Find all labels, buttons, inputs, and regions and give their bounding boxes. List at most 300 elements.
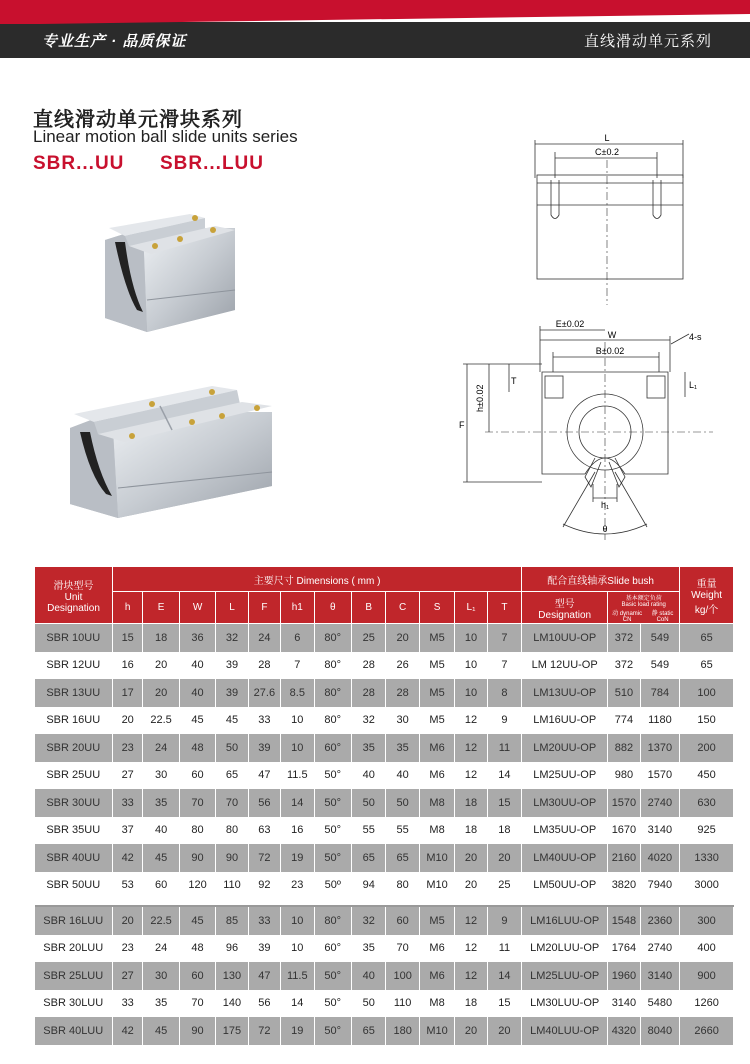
table-cell: 18 <box>143 624 179 652</box>
cell-unit-designation: SBR 13UU <box>35 679 113 707</box>
table-cell: M8 <box>419 990 454 1018</box>
table-cell: M8 <box>419 789 454 817</box>
cell-unit-designation: SBR 40LUU <box>35 1017 113 1045</box>
dim-E: E±0.02 <box>555 319 585 329</box>
table-cell: 40 <box>351 762 385 790</box>
table-cell: 65 <box>351 1017 385 1045</box>
table-cell: 56 <box>248 789 280 817</box>
col-L1: L₁ <box>455 592 487 624</box>
table-cell: 11.5 <box>281 762 314 790</box>
table-cell: 175 <box>216 1017 248 1045</box>
table-cell: 40 <box>386 762 419 790</box>
table-cell: 50° <box>314 817 351 845</box>
col-h1: h1 <box>281 592 314 624</box>
table-body-luu <box>35 899 734 1045</box>
table-cell: 35 <box>386 734 419 762</box>
table-cell: 900 <box>680 962 734 990</box>
header-banner <box>0 0 750 58</box>
table-cell: 40 <box>179 652 215 680</box>
table-cell: 60° <box>314 935 351 963</box>
table-cell: 90 <box>179 844 215 872</box>
table-cell: 22.5 <box>143 707 179 735</box>
table-cell: 85 <box>216 906 248 935</box>
dim-L1: L₁ <box>689 380 698 390</box>
table-cell: 28 <box>386 679 419 707</box>
table-cell: 140 <box>216 990 248 1018</box>
table-cell: 33 <box>113 789 143 817</box>
table-cell: M5 <box>419 707 454 735</box>
table-cell: 94 <box>351 872 385 900</box>
table-row <box>35 789 734 817</box>
product-title-cn: 直线滑动单元滑块系列 <box>33 109 243 131</box>
header-weight-cn: 重量 <box>696 578 717 590</box>
table-cell: LM40UU-OP <box>522 844 608 872</box>
table-cell: 37 <box>113 817 143 845</box>
table-cell: 30 <box>143 962 179 990</box>
table-cell: 549 <box>640 624 680 652</box>
header-unit-en2: Designation <box>47 602 100 614</box>
table-cell: 1180 <box>640 707 680 735</box>
table-cell: 20 <box>143 679 179 707</box>
table-cell: 630 <box>680 789 734 817</box>
table-cell: 80° <box>314 679 351 707</box>
col-unit-designation <box>35 567 113 624</box>
table-cell: 1570 <box>608 789 640 817</box>
table-cell: 110 <box>386 990 419 1018</box>
header-dimensions: 主要尺寸 Dimensions ( mm ) <box>113 567 522 592</box>
table-cell: 47 <box>248 762 280 790</box>
dim-W: W <box>607 330 617 340</box>
table-cell: 1548 <box>608 906 640 935</box>
table-cell: 20 <box>113 906 143 935</box>
table-cell: 14 <box>487 762 521 790</box>
dim-theta: θ <box>602 524 608 534</box>
table-cell: 32 <box>351 707 385 735</box>
dim-S: 4-s <box>689 332 702 342</box>
table-cell: 400 <box>680 935 734 963</box>
table-cell: 510 <box>608 679 640 707</box>
cell-unit-designation: SBR 12UU <box>35 652 113 680</box>
table-cell: M10 <box>419 844 454 872</box>
table-cell: 90 <box>179 1017 215 1045</box>
table-cell: 7 <box>487 624 521 652</box>
table-cell: 70 <box>216 789 248 817</box>
cell-unit-designation: SBR 30LUU <box>35 990 113 1018</box>
table-cell: 35 <box>143 789 179 817</box>
dim-C: C±0.2 <box>595 147 619 157</box>
cell-unit-designation: SBR 16LUU <box>35 906 113 935</box>
table-cell: 372 <box>608 624 640 652</box>
table-cell: 100 <box>680 679 734 707</box>
table-cell: 23 <box>113 935 143 963</box>
table-cell: LM16UU-OP <box>522 707 608 735</box>
table-cell: 30 <box>386 707 419 735</box>
table-cell: 80 <box>386 872 419 900</box>
table-cell: 65 <box>386 844 419 872</box>
table-cell: 24 <box>143 935 179 963</box>
table-cell: 12 <box>455 707 487 735</box>
table-cell: 33 <box>248 707 280 735</box>
table-cell: 25 <box>487 872 521 900</box>
table-cell: 200 <box>680 734 734 762</box>
table-cell: 10 <box>281 935 314 963</box>
table-cell: 50 <box>351 990 385 1018</box>
table-cell: 12 <box>455 734 487 762</box>
table-cell: 10 <box>455 652 487 680</box>
dim-T: T <box>511 376 517 386</box>
table-cell: 3000 <box>680 872 734 900</box>
table-cell: M5 <box>419 906 454 935</box>
model-series-uu: SBR...UU <box>33 153 125 174</box>
header-model-cn: 型号 <box>554 598 575 610</box>
table-cell: 10 <box>281 707 314 735</box>
cell-unit-designation: SBR 25UU <box>35 762 113 790</box>
table-cell: M6 <box>419 962 454 990</box>
table-cell: 80 <box>179 817 215 845</box>
table-cell: 980 <box>608 762 640 790</box>
col-C: C <box>386 592 419 624</box>
dim-h1: h₁ <box>600 500 610 510</box>
table-cell: LM40LUU-OP <box>522 1017 608 1045</box>
table-cell: 55 <box>351 817 385 845</box>
table-cell: M5 <box>419 652 454 680</box>
table-cell: 20 <box>455 1017 487 1045</box>
table-cell: 20 <box>113 707 143 735</box>
table-cell: 4020 <box>640 844 680 872</box>
table-separator <box>35 899 734 906</box>
table-cell: 12 <box>455 962 487 990</box>
table-cell: 5480 <box>640 990 680 1018</box>
table-cell: 774 <box>608 707 640 735</box>
table-cell: LM25LUU-OP <box>522 962 608 990</box>
cell-unit-designation: SBR 16UU <box>35 707 113 735</box>
table-cell: 30 <box>143 762 179 790</box>
table-cell: 53 <box>113 872 143 900</box>
table-cell: 60 <box>386 906 419 935</box>
table-cell: 60 <box>179 762 215 790</box>
table-cell: 1330 <box>680 844 734 872</box>
table-row <box>35 679 734 707</box>
table-cell: 40 <box>351 962 385 990</box>
table-cell: 60 <box>143 872 179 900</box>
cell-unit-designation: SBR 25LUU <box>35 962 113 990</box>
table-cell: 25 <box>351 624 385 652</box>
table-cell: 19 <box>281 1017 314 1045</box>
table-cell: 8 <box>487 679 521 707</box>
col-W: W <box>179 592 215 624</box>
table-cell: 40 <box>143 817 179 845</box>
table-cell: 47 <box>248 962 280 990</box>
table-cell: 24 <box>143 734 179 762</box>
table-cell: M10 <box>419 1017 454 1045</box>
table-cell: LM20UU-OP <box>522 734 608 762</box>
table-cell: 35 <box>351 734 385 762</box>
table-cell: 8.5 <box>281 679 314 707</box>
table-cell: 10 <box>455 624 487 652</box>
table-row <box>35 652 734 680</box>
table-body-uu <box>35 624 734 900</box>
table-cell: 2660 <box>680 1017 734 1045</box>
table-cell: 80° <box>314 707 351 735</box>
table-cell: 65 <box>216 762 248 790</box>
table-cell: 42 <box>113 1017 143 1045</box>
table-row <box>35 962 734 990</box>
table-cell: 20 <box>487 1017 521 1045</box>
header-unit-en1: Unit <box>64 591 83 603</box>
table-cell: 20 <box>455 844 487 872</box>
cell-unit-designation: SBR 20LUU <box>35 935 113 963</box>
table-cell: 50° <box>314 962 351 990</box>
table-cell: 3820 <box>608 872 640 900</box>
table-cell: 2740 <box>640 789 680 817</box>
table-cell: 65 <box>680 652 734 680</box>
table-row <box>35 1017 734 1045</box>
table-cell: 45 <box>143 1017 179 1045</box>
table-cell: 8040 <box>640 1017 680 1045</box>
table-cell: M10 <box>419 872 454 900</box>
table-cell: 14 <box>281 990 314 1018</box>
table-cell: 180 <box>386 1017 419 1045</box>
col-F: F <box>248 592 280 624</box>
table-cell: LM25UU-OP <box>522 762 608 790</box>
table-cell: M5 <box>419 624 454 652</box>
table-cell: 12 <box>455 935 487 963</box>
table-cell: 35 <box>351 935 385 963</box>
table-cell: 15 <box>487 789 521 817</box>
table-cell: 549 <box>640 652 680 680</box>
table-cell: 28 <box>351 679 385 707</box>
table-row <box>35 872 734 900</box>
table-cell: 80 <box>216 817 248 845</box>
table-cell: 50° <box>314 789 351 817</box>
header-dynamic: 动 dynamic CN <box>612 610 643 623</box>
table-cell: 1960 <box>608 962 640 990</box>
table-cell: 50 <box>216 734 248 762</box>
table-cell: 27 <box>113 962 143 990</box>
table-cell: 1260 <box>680 990 734 1018</box>
table-cell: 7 <box>281 652 314 680</box>
table-cell: 92 <box>248 872 280 900</box>
table-cell: 55 <box>386 817 419 845</box>
col-E: E <box>143 592 179 624</box>
table-cell: 18 <box>487 817 521 845</box>
table-cell: 40 <box>179 679 215 707</box>
table-cell: 11.5 <box>281 962 314 990</box>
table-row <box>35 624 734 652</box>
table-cell: 882 <box>608 734 640 762</box>
table-cell: 9 <box>487 906 521 935</box>
table-cell: 12 <box>455 762 487 790</box>
table-cell: 24 <box>248 624 280 652</box>
table-cell: 1570 <box>640 762 680 790</box>
table-cell: 80° <box>314 906 351 935</box>
table-cell: 18 <box>455 817 487 845</box>
table-cell: 300 <box>680 906 734 935</box>
table-cell: 10 <box>281 906 314 935</box>
table-cell: 450 <box>680 762 734 790</box>
table-cell: 65 <box>680 624 734 652</box>
table-row <box>35 734 734 762</box>
spec-table <box>34 566 734 1045</box>
table-row <box>35 707 734 735</box>
table-cell: 96 <box>216 935 248 963</box>
table-cell: 39 <box>216 679 248 707</box>
table-cell: M6 <box>419 762 454 790</box>
table-row <box>35 844 734 872</box>
table-cell: 12 <box>455 906 487 935</box>
table-cell: 1370 <box>640 734 680 762</box>
table-cell: 60 <box>179 962 215 990</box>
model-series-luu: SBR...LUU <box>160 153 264 174</box>
table-cell: 70 <box>179 789 215 817</box>
table-cell: 33 <box>248 906 280 935</box>
table-cell: 14 <box>487 962 521 990</box>
table-cell: 50º <box>314 872 351 900</box>
table-cell: 32 <box>216 624 248 652</box>
col-T: T <box>487 592 521 624</box>
table-cell: 3140 <box>608 990 640 1018</box>
table-cell: 20 <box>455 872 487 900</box>
table-cell: 26 <box>386 652 419 680</box>
header-weight-en2: kg/个 <box>694 604 719 616</box>
table-cell: M6 <box>419 935 454 963</box>
table-cell: 45 <box>179 707 215 735</box>
table-cell: 45 <box>216 707 248 735</box>
banner-red-stripe <box>0 0 750 14</box>
table-cell: M8 <box>419 817 454 845</box>
separator-cell <box>35 899 734 906</box>
table-cell: 100 <box>386 962 419 990</box>
table-cell: 7940 <box>640 872 680 900</box>
table-cell: 1764 <box>608 935 640 963</box>
table-cell: 65 <box>351 844 385 872</box>
table-cell: 22.5 <box>143 906 179 935</box>
table-cell: 16 <box>281 817 314 845</box>
table-cell: 70 <box>386 935 419 963</box>
table-cell: 1670 <box>608 817 640 845</box>
table-cell: 50° <box>314 844 351 872</box>
cell-unit-designation: SBR 10UU <box>35 624 113 652</box>
table-cell: LM13UU-OP <box>522 679 608 707</box>
cell-unit-designation: SBR 35UU <box>35 817 113 845</box>
table-cell: 19 <box>281 844 314 872</box>
table-cell: LM50UU-OP <box>522 872 608 900</box>
table-row <box>35 762 734 790</box>
col-h: h <box>113 592 143 624</box>
col-B: B <box>351 592 385 624</box>
table-cell: 35 <box>143 990 179 1018</box>
banner-series-title: 直线滑动单元系列 <box>583 33 712 50</box>
table-cell: 130 <box>216 962 248 990</box>
table-cell: 17 <box>113 679 143 707</box>
dim-F: F <box>459 420 465 430</box>
table-cell: 63 <box>248 817 280 845</box>
col-bush-designation <box>522 592 608 624</box>
header-load-cn: 基本额定负荷 <box>625 595 662 602</box>
table-cell: LM35UU-OP <box>522 817 608 845</box>
table-cell: 23 <box>113 734 143 762</box>
dim-L: L <box>604 133 610 143</box>
cell-unit-designation: SBR 50UU <box>35 872 113 900</box>
header-weight-en1: Weight <box>691 589 723 601</box>
table-cell: 11 <box>487 935 521 963</box>
table-cell: 72 <box>248 1017 280 1045</box>
table-cell: 60° <box>314 734 351 762</box>
table-cell: 2160 <box>608 844 640 872</box>
table-cell: 11 <box>487 734 521 762</box>
table-cell: 18 <box>455 789 487 817</box>
col-weight <box>680 567 734 624</box>
table-cell: 33 <box>113 990 143 1018</box>
header-unit-cn: 滑块型号 <box>53 580 94 592</box>
table-cell: LM30UU-OP <box>522 789 608 817</box>
table-cell: 120 <box>179 872 215 900</box>
dim-B: B±0.02 <box>595 346 625 356</box>
banner-slogan: 专业生产 · 品质保证 <box>42 33 187 50</box>
table-cell: 39 <box>216 652 248 680</box>
header-model-en: Designation <box>538 609 592 621</box>
table-cell: 2360 <box>640 906 680 935</box>
table-row <box>35 990 734 1018</box>
table-cell: 20 <box>487 844 521 872</box>
table-cell: LM 12UU-OP <box>522 652 608 680</box>
drawing-top-view <box>525 130 705 310</box>
table-cell: 3140 <box>640 962 680 990</box>
table-cell: LM20LUU-OP <box>522 935 608 963</box>
table-cell: 45 <box>179 906 215 935</box>
table-cell: 45 <box>143 844 179 872</box>
header-static: 静 static CoN <box>651 610 674 623</box>
table-header <box>35 567 734 624</box>
table-cell: 925 <box>680 817 734 845</box>
table-cell: LM10UU-OP <box>522 624 608 652</box>
table-cell: 15 <box>487 990 521 1018</box>
table-cell: 36 <box>179 624 215 652</box>
table-cell: 39 <box>248 935 280 963</box>
product-title-en: Linear motion ball slide units series <box>33 127 298 146</box>
table-cell: 7 <box>487 652 521 680</box>
table-cell: 6 <box>281 624 314 652</box>
table-cell: 18 <box>455 990 487 1018</box>
table-cell: 80° <box>314 624 351 652</box>
dim-h: h±0.02 <box>475 384 485 412</box>
table-cell: 50 <box>351 789 385 817</box>
table-cell: 48 <box>179 935 215 963</box>
table-cell: 784 <box>640 679 680 707</box>
table-cell: 16 <box>113 652 143 680</box>
table-cell: 372 <box>608 652 640 680</box>
table-cell: M5 <box>419 679 454 707</box>
table-cell: 80° <box>314 652 351 680</box>
header-slide-bush: 配合直线轴承Slide bush <box>522 567 680 592</box>
table-cell: 150 <box>680 707 734 735</box>
table-cell: 27.6 <box>248 679 280 707</box>
product-photo-short-block <box>95 200 255 340</box>
table-cell: 48 <box>179 734 215 762</box>
table-cell: 50° <box>314 1017 351 1045</box>
col-theta: θ <box>314 592 351 624</box>
col-load-rating <box>608 592 680 624</box>
col-L: L <box>216 592 248 624</box>
table-cell: 3140 <box>640 817 680 845</box>
table-cell: 50 <box>386 789 419 817</box>
table-cell: 72 <box>248 844 280 872</box>
table-cell: 32 <box>351 906 385 935</box>
table-cell: 50° <box>314 762 351 790</box>
header-load-en: Basic load rating <box>621 601 666 608</box>
table-cell: 28 <box>248 652 280 680</box>
table-cell: LM16LUU-OP <box>522 906 608 935</box>
